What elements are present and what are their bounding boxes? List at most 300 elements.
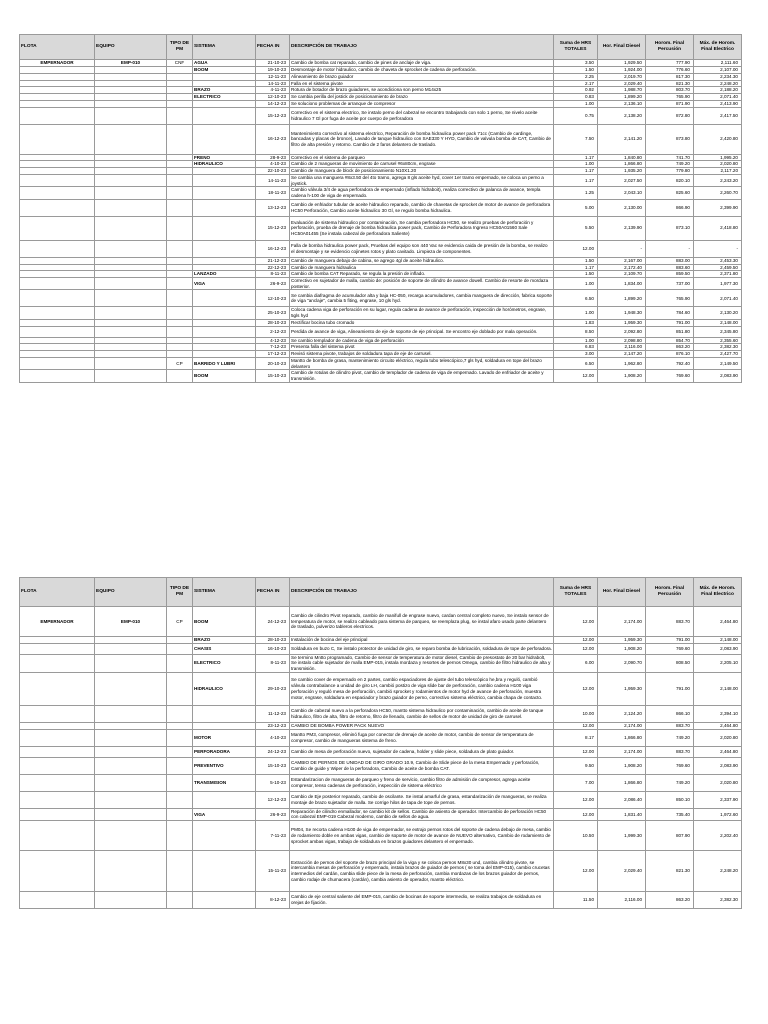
flota-cell [20, 757, 95, 774]
hrs-totales-cell: 1.50 [554, 271, 598, 278]
descripcion-cell: Rectificar bocina tubo cromado [290, 319, 554, 326]
sistema-cell [193, 791, 256, 808]
equipo-cell [95, 351, 167, 358]
hrs-totales-cell: 8.50 [554, 326, 598, 337]
sistema-cell: HIDRAULICO [193, 672, 256, 705]
fecha-cell: 11-12-23 [256, 705, 290, 722]
descripcion-cell: Evaluación de sistema hidraulico por contaminación, Se cambia perforadora HC50, se realizo pruebas de perforación y perforación, prueba de drenaje de bomba hidraulica power pack, Cambio de Perforadora Ingreso HC50A01560 Sale HC50A01455 (Se instala cabezal de perforadora Saliente) [290, 216, 554, 240]
tipo-pm-cell [167, 774, 193, 791]
horom-electrico-cell: 2,464.80 [694, 746, 742, 757]
tipo-pm-cell [167, 187, 193, 199]
sistema-cell [193, 124, 256, 154]
tipo-pm-cell [167, 80, 193, 87]
descripcion-cell: Se cambia perilla del jostick de posicionamiento de brazo [290, 94, 554, 101]
flota-cell [20, 74, 95, 81]
horom-percusion-cell: 779.80 [646, 168, 694, 175]
table-row [20, 74, 742, 81]
horom-electrico-cell: 1,977.30 [694, 278, 742, 290]
descripcion-cell: Alineamiento de brazo guiador [290, 74, 554, 81]
col-flota: FLOTA [20, 35, 95, 60]
table-row [20, 154, 742, 161]
table-row [20, 67, 742, 74]
horom-electrico-cell: 2,413.90 [694, 100, 742, 107]
horom-electrico-cell: 2,371.80 [694, 271, 742, 278]
horom-percusion-cell: 777.90 [646, 60, 694, 67]
equipo-cell [95, 100, 167, 107]
tipo-pm-cell [167, 87, 193, 94]
table-row [20, 722, 742, 729]
horom-electrico-cell: 2,355.60 [694, 337, 742, 344]
fecha-cell: 18-11-23 [256, 187, 290, 199]
table-row [20, 278, 742, 290]
tipo-pm-cell [167, 74, 193, 81]
hrs-totales-cell: 12.00 [554, 637, 598, 644]
horom-electrico-cell: 2,107.00 [694, 67, 742, 74]
sistema-cell: BRAZO [193, 87, 256, 94]
horom-percusion-cell: 850.10 [646, 791, 694, 808]
tipo-pm-cell [167, 199, 193, 216]
table-row [20, 643, 742, 654]
descripcion-cell: Instalación de bocina del eje principal [290, 637, 554, 644]
descripcion-cell: Mantenimiento correctivo al sistema electrico, Reparación de bomba hidraulica power pack 71cc (Cambio de cardinge, bancadas y placas de bronce), Lavado de tanque hidraulico con SAE330 Y HYD, Cambio de valvula bomba de CAT, Cambio de filtro de alta presión y retorno. Cambio de 2 faros delantero de traslado. [290, 124, 554, 154]
flota-cell [20, 326, 95, 337]
horom-electrico-cell: 2,427.70 [694, 351, 742, 358]
work-log-table-1 [19, 34, 742, 383]
tipo-pm-cell [167, 791, 193, 808]
table-row [20, 705, 742, 722]
horom-electrico-cell: 2,243.20 [694, 174, 742, 186]
flota-cell [20, 216, 95, 240]
horom-percusion-cell: 873.10 [646, 216, 694, 240]
sistema-cell [193, 80, 256, 87]
equipo-cell [95, 643, 167, 654]
horom-percusion-cell: 807.90 [646, 821, 694, 851]
hrs-totales-cell: 0.75 [554, 107, 598, 124]
sistema-cell [193, 892, 256, 909]
table-row [20, 791, 742, 808]
horom-percusion-cell: 883.70 [646, 746, 694, 757]
hor-diesel-cell: 1,908.20 [598, 643, 646, 654]
equipo-cell [95, 757, 167, 774]
table-row [20, 729, 742, 746]
table-row [20, 87, 742, 94]
sistema-cell [193, 107, 256, 124]
horom-electrico-cell: 2,345.80 [694, 326, 742, 337]
table-row [20, 607, 742, 637]
flota-cell [20, 351, 95, 358]
equipo-cell [95, 80, 167, 87]
flota-cell [20, 168, 95, 175]
hrs-totales-cell: 0.83 [554, 94, 598, 101]
table-row [20, 892, 742, 909]
fecha-cell: 14-11-23 [256, 174, 290, 186]
header-row [20, 35, 742, 60]
hor-diesel-cell: 1,899.20 [598, 290, 646, 307]
fecha-cell: 2-12-23 [256, 326, 290, 337]
fecha-cell: 14-11-23 [256, 80, 290, 87]
horom-electrico-cell: 2,083.90 [694, 370, 742, 382]
hor-diesel-cell: 1,959.30 [598, 637, 646, 644]
sistema-cell [193, 351, 256, 358]
equipo-cell [95, 107, 167, 124]
col-tipo-pm: TIPO DE PM [167, 35, 193, 60]
hrs-totales-cell: 6.83 [554, 344, 598, 351]
equipo-cell [95, 672, 167, 705]
hrs-totales-cell: 1.00 [554, 161, 598, 168]
fecha-cell: 14-12-23 [256, 100, 290, 107]
horom-electrico-cell: 2,382.30 [694, 892, 742, 909]
sistema-cell [193, 705, 256, 722]
table-row [20, 290, 742, 307]
sistema-cell [193, 337, 256, 344]
fecha-cell: 15-12-23 [256, 216, 290, 240]
tipo-pm-cell [167, 729, 193, 746]
fecha-cell: 26-9-23 [256, 808, 290, 820]
fecha-cell: 12-12-23 [256, 791, 290, 808]
table-row [20, 264, 742, 271]
sistema-cell: BRAZO [193, 637, 256, 644]
col-hor-diesel: Hor. Final Diesel [598, 578, 646, 607]
descripcion-cell: Se cambio templador de cadena de viga de perforación [290, 337, 554, 344]
tipo-pm-cell: CNF [167, 60, 193, 67]
hrs-totales-cell: 1.00 [554, 337, 598, 344]
hor-diesel-cell: 1,866.80 [598, 774, 646, 791]
flota-cell [20, 774, 95, 791]
table-row [20, 672, 742, 705]
table-row [20, 851, 742, 892]
equipo-cell [95, 154, 167, 161]
tipo-pm-cell [167, 216, 193, 240]
hor-diesel-cell: 1,929.50 [598, 60, 646, 67]
tipo-pm-cell [167, 161, 193, 168]
hor-diesel-cell: 2,174.00 [598, 722, 646, 729]
hor-diesel-cell: 2,086.40 [598, 791, 646, 808]
descripcion-cell: Cambio de manguera debajo de cabina, se agrego 4gl de aceite hidraulico. [290, 257, 554, 264]
tipo-pm-cell [167, 290, 193, 307]
equipo-cell [95, 774, 167, 791]
tipo-pm-cell [167, 337, 193, 344]
hrs-totales-cell: 7.50 [554, 124, 598, 154]
table-row [20, 168, 742, 175]
sistema-cell: BOOM [193, 370, 256, 382]
sistema-cell: CHASIS [193, 643, 256, 654]
hor-diesel-cell: 2,174.00 [598, 607, 646, 637]
hor-diesel-cell: 2,172.40 [598, 264, 646, 271]
fecha-cell: 23-12-23 [256, 722, 290, 729]
sistema-cell [193, 851, 256, 892]
descripcion-cell: Cambio de mesa de perforación nuevo, sujetador de cadena, holder y slide piece, soldadura de plato guiador. [290, 746, 554, 757]
col-sistema: SISTEMA [193, 35, 256, 60]
sistema-cell [193, 290, 256, 307]
tipo-pm-cell [167, 326, 193, 337]
horom-electrico-cell: 2,418.80 [694, 216, 742, 240]
fecha-cell: 15-10-23 [256, 757, 290, 774]
hrs-totales-cell: 1.00 [554, 278, 598, 290]
horom-electrico-cell: 2,248.20 [694, 851, 742, 892]
sistema-cell: PREVENTIVO [193, 757, 256, 774]
flota-cell [20, 722, 95, 729]
flota-cell [20, 107, 95, 124]
table-row [20, 161, 742, 168]
col-horom-percusion: Horom. Final Percusión [646, 35, 694, 60]
hor-diesel-cell: 2,141.20 [598, 124, 646, 154]
fecha-cell: 12-11-23 [256, 74, 290, 81]
table-row [20, 94, 742, 101]
horom-electrico-cell: 2,020.80 [694, 729, 742, 746]
horom-percusion-cell: 765.90 [646, 94, 694, 101]
tipo-pm-cell [167, 821, 193, 851]
hor-diesel-cell: 1,948.30 [598, 307, 646, 319]
fecha-cell: 8-11-23 [256, 654, 290, 672]
table-row [20, 326, 742, 337]
horom-electrico-cell: 2,417.50 [694, 107, 742, 124]
tipo-pm-cell: CP [167, 607, 193, 637]
sistema-cell [193, 344, 256, 351]
fecha-cell: 28-9-23 [256, 154, 290, 161]
col-sistema: SISTEMA [193, 578, 256, 607]
sistema-cell: TRANSMISION [193, 774, 256, 791]
hrs-totales-cell: 0.92 [554, 87, 598, 94]
equipo-cell [95, 791, 167, 808]
equipo-cell [95, 851, 167, 892]
descripcion-cell: Cambio de Eje posterior reparado, cambio de oscilante. Se instal amarful de grasa, estandarización de mangueras, se realiza montaje de brazo sujetador de malla. Se corrige hilos de tapa de tope de pernos. [290, 791, 554, 808]
hor-diesel-cell: - [598, 240, 646, 257]
horom-percusion-cell: 735.40 [646, 808, 694, 820]
sistema-cell [193, 168, 256, 175]
equipo-cell [95, 722, 167, 729]
horom-percusion-cell: 737.00 [646, 278, 694, 290]
fecha-cell: 15-12-23 [256, 107, 290, 124]
flota-cell [20, 319, 95, 326]
sistema-cell [193, 216, 256, 240]
horom-percusion-cell: 863.20 [646, 344, 694, 351]
sistema-cell [193, 199, 256, 216]
sistema-cell: BARRIDO Y LUBRI [193, 357, 256, 369]
fecha-cell: 19-10-23 [256, 67, 290, 74]
hor-diesel-cell: 2,139.90 [598, 216, 646, 240]
fecha-cell: 8-11-23 [256, 271, 290, 278]
sistema-cell: AGUA [193, 60, 256, 67]
horom-electrico-cell: 2,130.20 [694, 307, 742, 319]
equipo-cell [95, 357, 167, 369]
hor-diesel-cell: 1,908.20 [598, 370, 646, 382]
tipo-pm-cell [167, 94, 193, 101]
sistema-cell [193, 100, 256, 107]
table-row [20, 216, 742, 240]
hor-diesel-cell: 2,116.00 [598, 892, 646, 909]
hor-diesel-cell: 1,899.20 [598, 94, 646, 101]
horom-percusion-cell: 866.90 [646, 199, 694, 216]
table-row [20, 351, 742, 358]
descripcion-cell: Se cambio cover de empernado en 2 partes, cambio espaciadores de ajuste del tubo telescópico he,bra y reguló, cambió válvula contrabalance a unidad de giro LH, cambió postizo de viga slide bar de perforación, cambio cadena H100 viga perforación y reguló mesa de perforación, cambió sprocket y rodamientos de motor hyd de avance de perforación, muestra motor, engrase, soldadura en espaciador y brazo guiador de perno, correctivo sistema eléctrico, cambia chapa de contacto. [290, 672, 554, 705]
hor-diesel-cell: 1,840.80 [598, 154, 646, 161]
hor-diesel-cell: 1,908.20 [598, 757, 646, 774]
equipo-cell [95, 257, 167, 264]
tipo-pm-cell [167, 808, 193, 820]
horom-electrico-cell: 2,464.80 [694, 722, 742, 729]
col-fecha: FECHA IN [256, 35, 290, 60]
horom-electrico-cell: 2,149.50 [694, 357, 742, 369]
table-1-body [20, 60, 742, 383]
flota-cell [20, 344, 95, 351]
hrs-totales-cell: 12.00 [554, 851, 598, 892]
fecha-cell: 12-10-23 [256, 94, 290, 101]
table-row [20, 240, 742, 257]
equipo-cell [95, 326, 167, 337]
horom-percusion-cell: 769.60 [646, 370, 694, 382]
descripcion-cell: Cambio de cilindro Pivot reparado, cambio de manifull de engrase nuevo, cardan central completo nuevo, Se instalo sensor de temperatura de motor, se realizo cableado para sistema de parqueo, se reemplaza plug, se instal afaro usado parte delantero de traslado, pulverizo tableros electricos. [290, 607, 554, 637]
hrs-totales-cell: 6.50 [554, 290, 598, 307]
descripcion-cell: Cambio de 2 mangueras de movimiento de carrusel #6x80cm, engrase [290, 161, 554, 168]
equipo-cell [95, 344, 167, 351]
tipo-pm-cell [167, 264, 193, 271]
flota-cell [20, 257, 95, 264]
hrs-totales-cell: 5.50 [554, 216, 598, 240]
hor-diesel-cell: 1,924.00 [598, 67, 646, 74]
sistema-cell: MOTOR [193, 729, 256, 746]
horom-electrico-cell: 2,111.60 [694, 60, 742, 67]
flota-cell [20, 637, 95, 644]
hrs-totales-cell: 12.00 [554, 722, 598, 729]
hor-diesel-cell: 2,029.40 [598, 851, 646, 892]
table-row [20, 757, 742, 774]
fecha-cell: 17-12-23 [256, 351, 290, 358]
descripcion-cell: Falla de bomba hidraulica power pack, Pruebas del equipo son 440 Vac se evidencia caida de presión de la bomba, se realizo el desmontaje y se evidencio cojinetes rotos y plato cavitado. Limpieza de componentes. [290, 240, 554, 257]
sistema-cell: BOOM [193, 67, 256, 74]
equipo-cell [95, 746, 167, 757]
descripcion-cell: Rotura de botador de brazo guiadores, se acondiciona son perno M14x25 [290, 87, 554, 94]
fecha-cell: 29-10-23 [256, 672, 290, 705]
horom-electrico-cell: 2,117.20 [694, 168, 742, 175]
descripcion-cell: Correctivo en el sistema electrico, Se instalo perno del cabezal se encontro trabajando con solo 1 perno, Se nivelo aceite hidraulico 7 Gl por fuga de aceite por cuerpo de perforadora [290, 107, 554, 124]
hrs-totales-cell: 6.50 [554, 357, 598, 369]
col-hrs-totales: Suma de HRS TOTALES [554, 35, 598, 60]
horom-electrico-cell: 2,234.30 [694, 74, 742, 81]
table-row [20, 124, 742, 154]
horom-percusion-cell: 859.50 [646, 271, 694, 278]
hrs-totales-cell: 3.00 [554, 351, 598, 358]
horom-electrico-cell: 2,394.10 [694, 705, 742, 722]
hor-diesel-cell: 1,866.80 [598, 161, 646, 168]
fecha-cell: 15-11-23 [256, 851, 290, 892]
fecha-cell: 7-11-23 [256, 821, 290, 851]
descripcion-cell: Cambio de eje central saliente del EMP-015, cambio de bocinas de soporte intermedio, se realiza trabajos de soldadura en orejas de fijación. [290, 892, 554, 909]
horom-electrico-cell: - [694, 240, 742, 257]
sistema-cell: FRENO [193, 154, 256, 161]
horom-percusion-cell: 784.60 [646, 307, 694, 319]
equipo-cell [95, 307, 167, 319]
hrs-totales-cell: 12.00 [554, 746, 598, 757]
flota-cell [20, 357, 95, 369]
descripcion-cell: Soldadura en buzo C, Se instalo protector de unidad de giro, se reparo bomba de lubricación, soldadura de tope de perforadora. [290, 643, 554, 654]
tipo-pm-cell [167, 307, 193, 319]
flota-cell [20, 643, 95, 654]
fecha-cell: 24-12-23 [256, 607, 290, 637]
sistema-cell [193, 74, 256, 81]
col-tipo-pm: TIPO DE PM [167, 578, 193, 607]
flota-cell [20, 672, 95, 705]
horom-percusion-cell: 769.60 [646, 643, 694, 654]
flota-cell [20, 892, 95, 909]
equipo-cell [95, 705, 167, 722]
table-row [20, 60, 742, 67]
hor-diesel-cell: 2,147.20 [598, 351, 646, 358]
horom-electrico-cell: 2,148.00 [694, 319, 742, 326]
tipo-pm-cell [167, 124, 193, 154]
horom-percusion-cell: 825.60 [646, 187, 694, 199]
tipo-pm-cell [167, 351, 193, 358]
tipo-pm-cell [167, 271, 193, 278]
hrs-totales-cell: 7.00 [554, 774, 598, 791]
hrs-totales-cell: 1.17 [554, 264, 598, 271]
tipo-pm-cell [167, 705, 193, 722]
fecha-cell: 15-10-23 [256, 370, 290, 382]
descripcion-cell: Se soluciono problemas de arranque de compresor [290, 100, 554, 107]
fecha-cell: 28-10-23 [256, 319, 290, 326]
horom-electrico-cell: 2,420.80 [694, 124, 742, 154]
flota-cell [20, 307, 95, 319]
hrs-totales-cell: 1.17 [554, 168, 598, 175]
horom-percusion-cell: 808.50 [646, 654, 694, 672]
table-row [20, 637, 742, 644]
hrs-totales-cell: 8.17 [554, 729, 598, 746]
descripcion-cell: Coloca cadena viga de perforación en su lugar, regula cadena de avance de perforación, inspección de horómetros, engrase, 5gls hyd [290, 307, 554, 319]
horom-percusion-cell: 871.90 [646, 100, 694, 107]
fecha-cell: 28-10-23 [256, 637, 290, 644]
horom-percusion-cell: 749.20 [646, 729, 694, 746]
table-row [20, 319, 742, 326]
descripcion-cell: Cambio de manguera de block de posicionamiento N10X1.20 [290, 168, 554, 175]
hrs-totales-cell: 5.00 [554, 199, 598, 216]
descripcion-cell: Falla en el sistema pivote [290, 80, 554, 87]
col-descripcion: DESCRIPCIÓN DE TRABAJO [290, 578, 554, 607]
hor-diesel-cell: 2,027.50 [598, 174, 646, 186]
table-row [20, 307, 742, 319]
horom-electrico-cell: 2,459.50 [694, 264, 742, 271]
horom-percusion-cell: 817.30 [646, 74, 694, 81]
flota-cell [20, 821, 95, 851]
equipo-cell [95, 654, 167, 672]
hor-diesel-cell: 1,831.40 [598, 808, 646, 820]
hor-diesel-cell: 1,866.80 [598, 729, 646, 746]
descripcion-cell: Revisó sistema pivote, trabajos de soldadura tapa de eje de carrusel. [290, 351, 554, 358]
horom-percusion-cell: 749.20 [646, 161, 694, 168]
fecha-cell: 12-10-23 [256, 290, 290, 307]
descripcion-cell: CAMBIO DE BOMBA POWER PACK NUEVO [290, 722, 554, 729]
horom-electrico-cell: 2,248.20 [694, 80, 742, 87]
flota-cell [20, 199, 95, 216]
horom-percusion-cell: 866.10 [646, 705, 694, 722]
horom-percusion-cell: 851.80 [646, 326, 694, 337]
col-equipo: EQUIPO [95, 35, 167, 60]
flota-cell [20, 271, 95, 278]
horom-percusion-cell: 765.90 [646, 290, 694, 307]
equipo-cell [95, 892, 167, 909]
equipo-cell [95, 161, 167, 168]
tipo-pm-cell [167, 757, 193, 774]
flota-cell [20, 705, 95, 722]
fecha-cell: 22-10-23 [256, 168, 290, 175]
tipo-pm-cell [167, 344, 193, 351]
equipo-cell [95, 168, 167, 175]
flota-cell [20, 264, 95, 271]
flota-cell [20, 729, 95, 746]
descripcion-cell: Cambio de bomba CAT Reparado, se regula la presión de inflado. [290, 271, 554, 278]
horom-electrico-cell: 2,260.70 [694, 187, 742, 199]
horom-electrico-cell: 2,399.90 [694, 199, 742, 216]
hor-diesel-cell: 2,029.40 [598, 80, 646, 87]
tipo-pm-cell: CP [167, 357, 193, 369]
